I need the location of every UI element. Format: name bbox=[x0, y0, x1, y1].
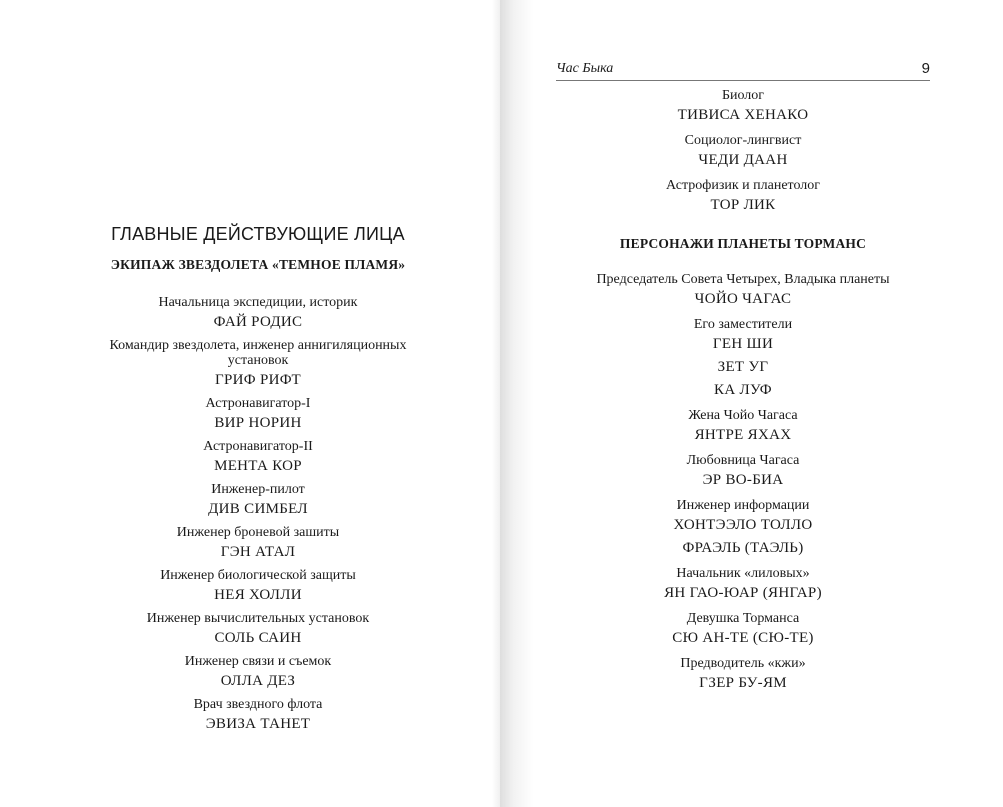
right-page bbox=[500, 0, 1003, 807]
character-name: СЮ АН-ТЕ (СЮ-ТЕ) bbox=[672, 630, 814, 646]
gutter-shadow bbox=[492, 0, 500, 807]
character-role: Начальник «лиловых» bbox=[676, 566, 810, 581]
cast-list-crew bbox=[88, 222, 428, 740]
cast-entry bbox=[556, 88, 930, 126]
section-title-crew: ЭКИПАЖ ЗВЕЗДОЛЕТА «ТЕМНОЕ ПЛАМЯ» bbox=[110, 257, 406, 272]
character-name: ГЕН ШИ bbox=[712, 336, 774, 352]
character-name: ЯНТРЕ ЯХАХ bbox=[694, 427, 792, 443]
cast-entry bbox=[88, 439, 428, 477]
character-name: ЧОЙО ЧАГАС bbox=[694, 291, 792, 307]
cast-entry bbox=[88, 482, 428, 520]
character-name: ЧЕДИ ДААН bbox=[698, 152, 788, 168]
character-name: НЕЯ ХОЛЛИ bbox=[214, 587, 302, 603]
cast-entry bbox=[556, 317, 930, 401]
running-head bbox=[556, 59, 930, 81]
character-name: ФАЙ РОДИС bbox=[213, 314, 303, 330]
character-role: Жена Чойо Чагаса bbox=[688, 408, 798, 423]
character-role: Его заместители bbox=[693, 317, 793, 332]
character-role: Девушка Торманса bbox=[686, 611, 800, 626]
character-role: Социолог-лингвист bbox=[684, 133, 802, 148]
crew-entries bbox=[88, 295, 428, 735]
character-name: ХОНТЭЭЛО ТОЛЛО bbox=[673, 517, 813, 533]
character-role: Предводитель «кжи» bbox=[680, 656, 806, 671]
cast-entry bbox=[88, 338, 428, 391]
character-role: Инженер броневой зашиты bbox=[176, 525, 340, 540]
cast-entry bbox=[556, 611, 930, 649]
character-role: Инженер биологической защиты bbox=[160, 568, 356, 583]
character-name: ТИВИСА ХЕНАКО bbox=[677, 107, 809, 123]
character-role: Любовница Чагаса bbox=[686, 453, 800, 468]
cast-entry bbox=[556, 408, 930, 446]
character-role: Астронавигатор-II bbox=[203, 439, 313, 454]
cast-entry bbox=[88, 295, 428, 333]
cast-entry bbox=[88, 697, 428, 735]
cast-list-tormans bbox=[556, 88, 930, 701]
cast-entry bbox=[556, 272, 930, 310]
cast-entry bbox=[556, 453, 930, 491]
cast-entry bbox=[556, 566, 930, 604]
page-number: 9 bbox=[921, 60, 930, 77]
character-name: ЭВИЗА ТАНЕТ bbox=[205, 716, 311, 732]
gutter-shadow bbox=[500, 0, 534, 807]
crew-entries-continued bbox=[556, 88, 930, 216]
character-name: ТОР ЛИК bbox=[710, 197, 776, 213]
main-title: ГЛАВНЫЕ ДЕЙСТВУЮЩИЕ ЛИЦА bbox=[111, 224, 405, 244]
character-name: КА ЛУФ bbox=[714, 382, 772, 398]
cast-entry bbox=[88, 525, 428, 563]
cast-entry bbox=[88, 611, 428, 649]
cast-entry bbox=[88, 654, 428, 692]
character-role: Инженер информации bbox=[676, 498, 810, 513]
character-role: Астронавигатор-I bbox=[205, 396, 311, 411]
character-role: Начальница экспедиции, историк bbox=[158, 295, 358, 310]
character-name: МЕНТА КОР bbox=[214, 458, 302, 474]
character-name: ГЭН АТАЛ bbox=[220, 544, 296, 560]
character-name: ОЛЛА ДЕЗ bbox=[220, 673, 296, 689]
character-name: ДИВ СИМБЕЛ bbox=[208, 501, 308, 517]
character-name: ЭР ВО-БИА bbox=[702, 472, 784, 488]
character-name: ГРИФ РИФТ bbox=[215, 372, 301, 388]
cast-entry bbox=[556, 498, 930, 559]
character-role: Председатель Совета Четырех, Владыка планеты bbox=[596, 272, 890, 287]
character-role: Астрофизик и планетолог bbox=[665, 178, 821, 193]
running-title: Час Быка bbox=[556, 61, 614, 76]
character-name: ФРАЭЛЬ (ТАЭЛЬ) bbox=[682, 540, 804, 556]
character-role: Инженер вычислительных установок bbox=[146, 611, 370, 626]
character-role: Командир звездолета, инженер аннигиляционных установок bbox=[109, 338, 407, 368]
cast-entry bbox=[556, 178, 930, 216]
character-name: ЗЕТ УГ bbox=[717, 359, 769, 375]
cast-entry bbox=[556, 656, 930, 694]
planet-entries bbox=[556, 272, 930, 694]
character-name: ЯН ГАО-ЮАР (ЯНГАР) bbox=[664, 585, 822, 601]
character-name: СОЛЬ САИН bbox=[214, 630, 302, 646]
character-role: Биолог bbox=[721, 88, 765, 103]
left-page bbox=[0, 0, 500, 807]
character-name: ВИР НОРИН bbox=[214, 415, 302, 431]
character-name: ГЗЕР БУ-ЯМ bbox=[699, 675, 787, 691]
character-role: Инженер-пилот bbox=[211, 482, 305, 497]
section-title-planet: ПЕРСОНАЖИ ПЛАНЕТЫ ТОРМАНС bbox=[619, 236, 867, 251]
character-role: Инженер связи и съемок bbox=[184, 654, 332, 669]
cast-entry bbox=[88, 568, 428, 606]
cast-entry bbox=[556, 133, 930, 171]
cast-entry bbox=[88, 396, 428, 434]
character-role: Врач звездного флота bbox=[193, 697, 323, 712]
